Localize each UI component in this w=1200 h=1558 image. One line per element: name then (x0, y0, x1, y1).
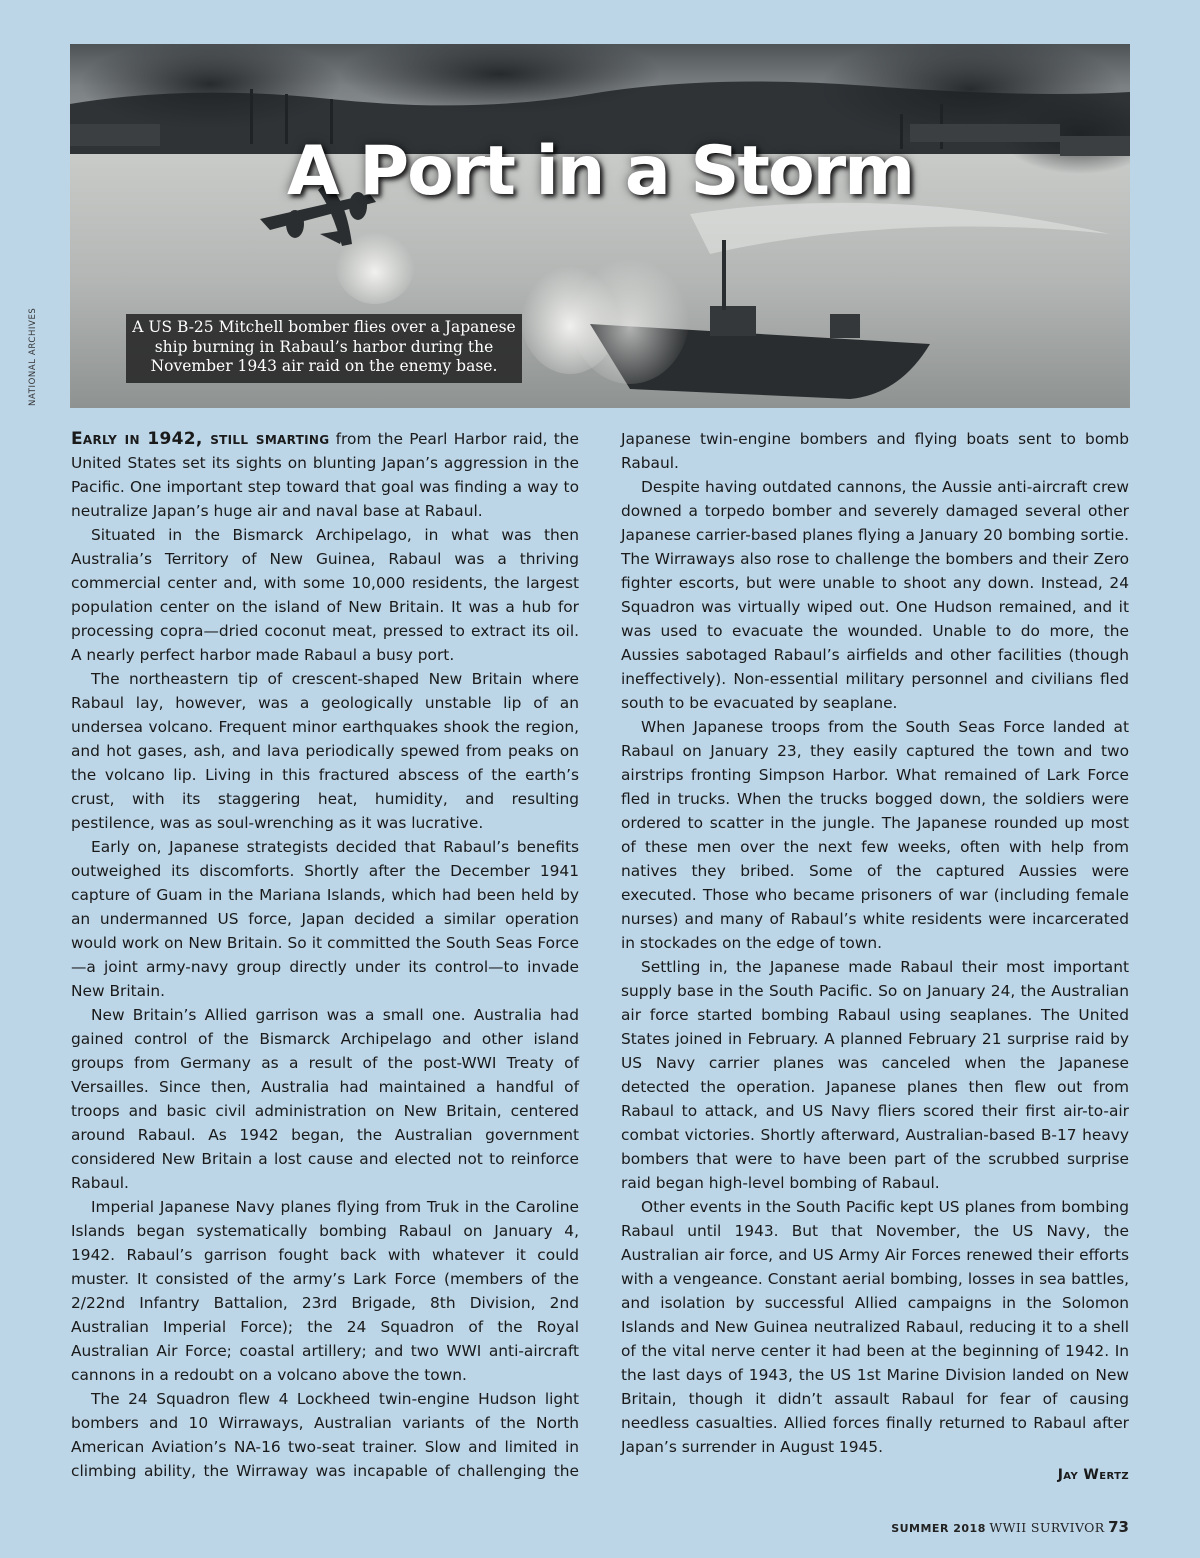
page-footer (891, 1518, 1129, 1536)
article-paragraph-text: from the Pearl Harbor raid, the United States set its sights on blunting Japan’s aggression in the Pacific. One important step toward that goal was finding a way to neutralize Japan’s huge air and naval base at Rabaul. (71, 430, 579, 520)
author-byline: Jay Wertz (1057, 1467, 1129, 1483)
article-paragraph: The 24 Squadron flew 4 Lockheed twin-engine Hudson light bombers and 10 Wirraways, Australian variants of the North American Aviation’s NA-16 two-seat trainer. Slow and limited in climbing ability, the Wirraway was incapable of challenging the Japanese twin-engine bombers and flying boats sent to bomb Rabaul. (71, 430, 1129, 1480)
article-body (71, 427, 1129, 1507)
magazine-name: WWII SURVIVOR (989, 1520, 1105, 1535)
article-paragraph: Imperial Japanese Navy planes flying from Truk in the Caroline Islands began systematically bombing Rabaul on January 4, 1942. Rabaul’s garrison fought back with whatever it could muster. It consisted of the army’s Lark Force (members of the 2/22nd Infantry Battalion, 23rd Brigade, 8th Division, 2nd Australian Imperial Force); the 24 Squadron of the Royal Australian Air Force; coastal artillery; and two WWI anti-aircraft cannons in a redoubt on a volcano above the town. (71, 1198, 579, 1384)
article-paragraph (71, 427, 579, 523)
article-paragraph: The northeastern tip of crescent-shaped New Britain where Rabaul lay, however, was a geologically unstable lip of an undersea volcano. Frequent minor earthquakes shook the region, and hot gases, ash, and lava periodically spewed from peaks on the volcano lip. Living in this fractured abscess of the earth’s crust, with its staggering heat, humidity, and resulting pestilence, was as soul-wrenching as it was lucrative. (71, 670, 579, 832)
page-title: A Port in a Storm (286, 132, 914, 211)
issue-season: SUMMER 2018 (891, 1522, 986, 1535)
article-paragraph: Early on, Japanese strategists decided that Rabaul’s benefits outweighed its discomforts. Shortly after the December 1941 capture of Guam in the Mariana Islands, which had been held by an undermanned US force, Japan decided a similar operation would work on New Britain. So it committed the South Seas Force—a joint army-navy group directly under its control—to invade New Britain. (71, 838, 579, 1000)
page-number: 73 (1108, 1518, 1129, 1536)
article-paragraph: Despite having outdated cannons, the Aussie anti-aircraft crew downed a torpedo bomber and severely damaged several other Japanese carrier-based planes flying a January 20 bombing sortie. The Wirraways also rose to challenge the bombers and their Zero fighter escorts, but were unable to shoot any down. Instead, 24 Squadron was virtually wiped out. One Hudson remained, and it was used to evacuate the wounded. Unable to do more, the Aussies sabotaged Rabaul’s airfields and other facilities (though ineffectively). Non-essential military personnel and civilians fled south to be evacuated by seaplane. (621, 478, 1129, 712)
article-paragraph: Other events in the South Pacific kept US planes from bombing Rabaul until 1943. But that November, the US Navy, the Australian air force, and US Army Air Forces renewed their efforts with a vengeance. Constant aerial bombing, losses in sea battles, and isolation by successful Allied campaigns in the Solomon Islands and New Guinea neutralized Rabaul, reducing it to a shell of the vital nerve center it had been at the beginning of 1942. In the last days of 1943, the US 1st Marine Division landed on New Britain, though it didn’t assault Rabaul for fear of causing needless casualties. Allied forces finally returned to Rabaul after Japan’s surrender in August 1945. (621, 1198, 1129, 1456)
header-photo (70, 44, 1130, 408)
article-paragraph: Settling in, the Japanese made Rabaul their most important supply base in the South Pacific. So on January 24, the Australian air force started bombing Rabaul using seaplanes. The United States joined in February. A planned February 21 surprise raid by US Navy carrier planes was canceled when the Japanese detected the operation. Japanese planes then flew out from Rabaul to attack, and US Navy fliers scored their first air-to-air combat victories. Shortly afterward, Australian-based B-17 heavy bombers that were to have been part of the scrubbed surprise raid began high-level bombing of Rabaul. (621, 958, 1129, 1192)
photo-credit: NATIONAL ARCHIVES (28, 307, 38, 406)
article-paragraph: When Japanese troops from the South Seas Force landed at Rabaul on January 23, they easily captured the town and two airstrips fronting Simpson Harbor. What remained of Lark Force fled in trucks. When the trucks bogged down, the soldiers were ordered to scatter in the jungle. The Japanese rounded up most of these men over the next few weeks, often with help from natives they bribed. Some of the captured Aussies were executed. Those who became prisoners of war (including female nurses) and many of Rabaul’s white residents were incarcerated in stockades on the edge of town. (621, 718, 1129, 952)
photo-caption: A US B-25 Mitchell bomber flies over a Japanese ship burning in Rabaul’s harbor during the November 1943 air raid on the enemy base. (126, 314, 522, 383)
article-paragraph: Situated in the Bismarck Archipelago, in what was then Australia’s Territory of New Guinea, Rabaul was a thriving commercial center and, with some 10,000 residents, the largest population center on the island of New Britain. It was a hub for processing copra—dried coconut meat, pressed to extract its oil. A nearly perfect harbor made Rabaul a busy port. (71, 526, 579, 664)
article-paragraph: New Britain’s Allied garrison was a small one. Australia had gained control of the Bismarck Archipelago and other island groups from Germany as a result of the post-WWI Treaty of Versailles. Since then, Australia had maintained a handful of troops and basic civil administration on New Britain, centered around Rabaul. As 1942 began, the Australian government considered New Britain a lost cause and elected not to reinforce Rabaul. (71, 1006, 579, 1192)
lead-in: Early in 1942, still smarting (71, 429, 330, 449)
